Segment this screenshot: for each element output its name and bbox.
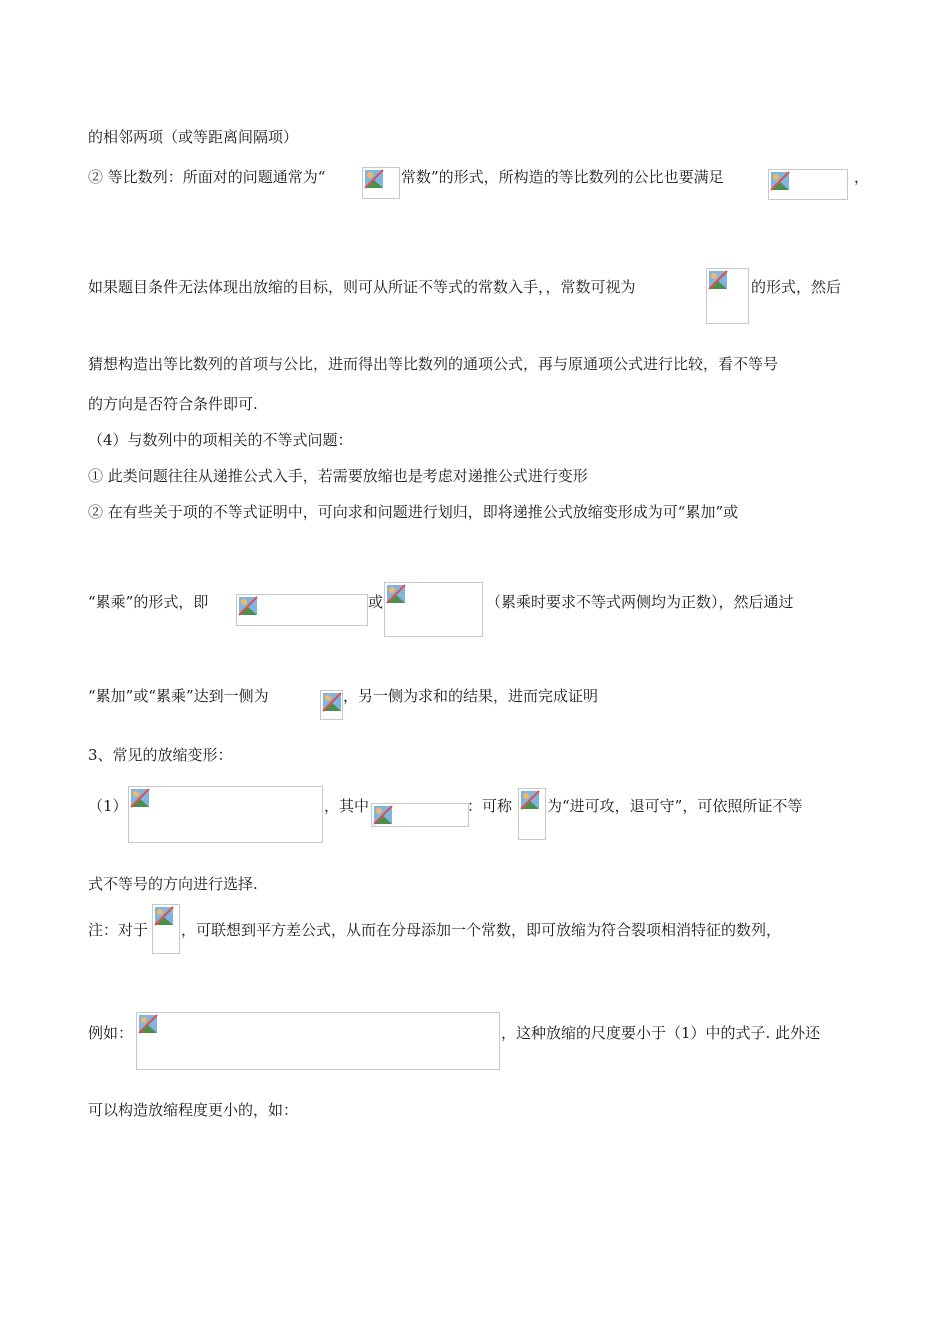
text-line: 为“进可攻，退可守”，可依照所证不等 [547, 797, 803, 815]
text-line: 的相邻两项（或等距离间隔项） [88, 128, 299, 146]
text-line: ， [854, 168, 870, 186]
text-line: 3、常见的放缩变形： [88, 746, 233, 764]
broken-image-icon [129, 787, 151, 809]
broken-image-icon [137, 1013, 159, 1035]
text-line: ，可联想到平方差公式，从而在分母添加一个常数，即可放缩为符合裂项相消特征的数列， [181, 921, 782, 939]
broken-image-icon [769, 170, 791, 192]
broken-image-icon [519, 789, 541, 811]
formula-image [236, 594, 368, 626]
text-line: 常数”的形式，所构造的等比数列的公比也要满足 [401, 168, 724, 186]
broken-image-icon [707, 269, 729, 291]
formula-image [706, 268, 749, 324]
formula-image [384, 582, 483, 637]
text-line: ，另一侧为求和的结果，进而完成证明 [343, 687, 599, 705]
text-line: 或 [368, 593, 384, 611]
text-line: ② 等比数列：所面对的问题通常为“ [88, 168, 326, 186]
formula-image [362, 167, 400, 199]
text-line: 猜想构造出等比数列的首项与公比，进而得出等比数列的通项公式，再与原通项公式进行比较，看不等号 [88, 355, 779, 373]
text-line: ：可称 [467, 797, 513, 815]
text-line: 的方向是否符合条件即可. [88, 395, 258, 413]
text-line: ，这种放缩的尺度要小于（1）中的式子. 此外还 [501, 1024, 821, 1042]
broken-image-icon [153, 905, 175, 927]
text-line: 可以构造放缩程度更小的，如： [88, 1101, 299, 1119]
formula-image [518, 788, 546, 840]
formula-image [320, 690, 343, 720]
text-line: 注：对于 [88, 921, 149, 939]
text-line: ① 此类问题往往从递推公式入手，若需要放缩也是考虑对递推公式进行变形 [88, 467, 588, 485]
text-line: （1） [88, 797, 128, 815]
text-line: （4）与数列中的项相关的不等式问题： [88, 431, 353, 449]
text-line: ② 在有些关于项的不等式证明中，可向求和问题进行划归，即将递推公式放缩变形成为可“累加”或 [88, 503, 739, 521]
text-line: ，其中 [324, 797, 370, 815]
text-line: 例如： [88, 1024, 134, 1042]
formula-image [152, 904, 180, 954]
text-line: 式不等号的方向进行选择. [88, 875, 258, 893]
text-line: “累加”或“累乘”达到一侧为 [88, 687, 269, 705]
formula-image [136, 1012, 500, 1070]
text-line: 的形式，然后 [751, 278, 842, 296]
formula-image [128, 786, 323, 843]
text-line: （累乘时要求不等式两侧均为正数），然后通过 [486, 593, 794, 611]
text-line: 如果题目条件无法体现出放缩的目标，则可从所证不等式的常数入手，，常数可视为 [88, 278, 636, 296]
broken-image-icon [321, 691, 343, 713]
broken-image-icon [372, 804, 394, 826]
formula-image [371, 803, 469, 827]
broken-image-icon [385, 583, 407, 605]
text-line: “累乘”的形式，即 [88, 593, 209, 611]
broken-image-icon [363, 168, 385, 190]
broken-image-icon [237, 595, 259, 617]
formula-image [768, 169, 848, 200]
